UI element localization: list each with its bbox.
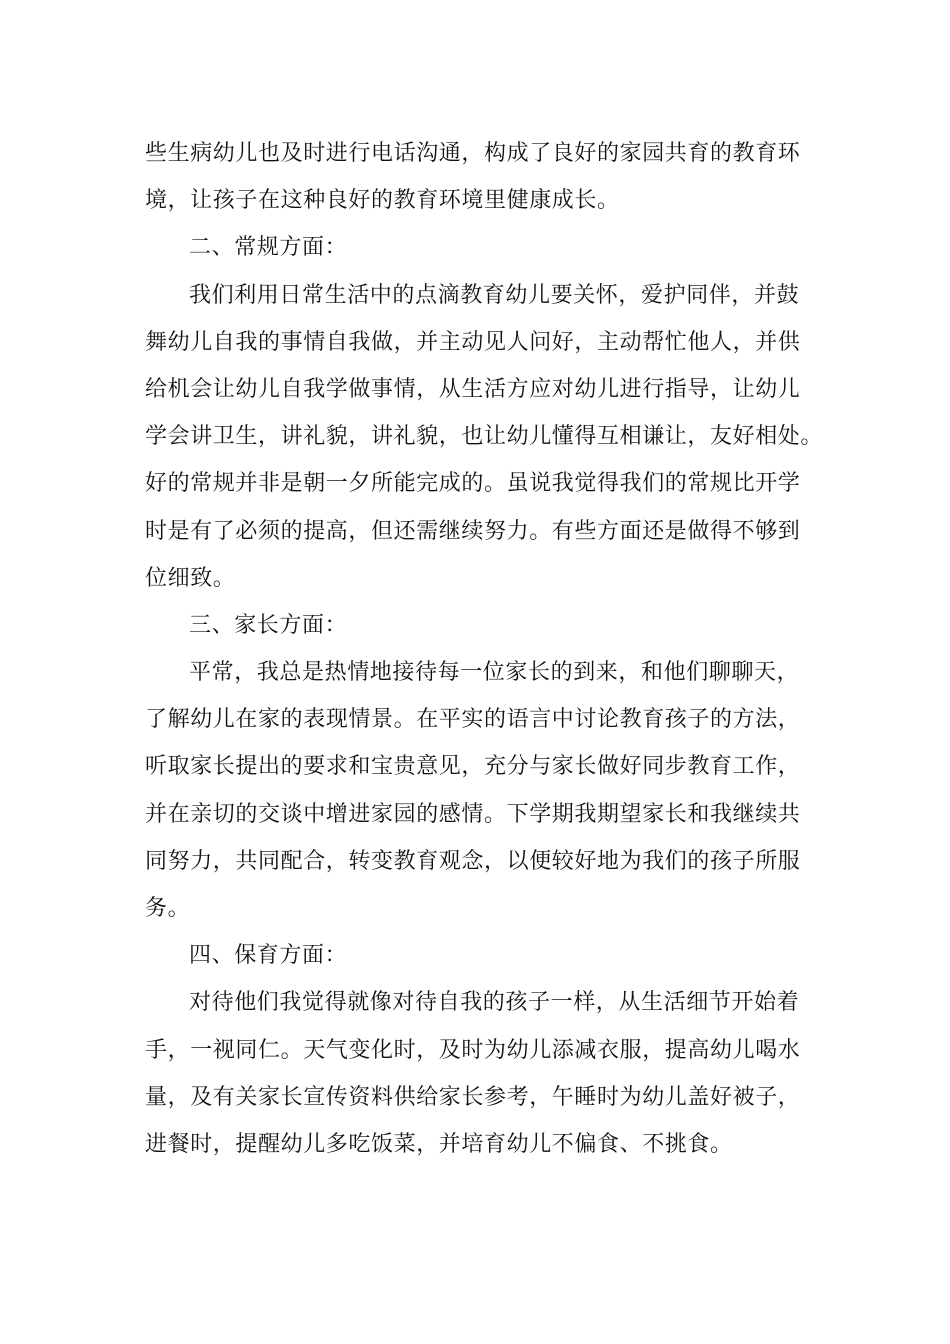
document-body bbox=[145, 130, 825, 1168]
text-line: 对待他们我觉得就像对待自我的孩子一样，从生活细节开始着 bbox=[189, 990, 800, 1016]
text-line: 好的常规并非是朝一夕所能完成的。虽说我觉得我们的常规比开学 bbox=[145, 471, 801, 497]
text-line: 量，及有关家长宣传资料供给家长参考，午睡时为幼儿盖好被子， bbox=[145, 1084, 801, 1110]
text-line: 手，一视同仁。天气变化时，及时为幼儿添减衣服，提高幼儿喝水 bbox=[145, 1037, 801, 1063]
text-line: 舞幼儿自我的事情自我做，并主动见人问好，主动帮忙他人，并供 bbox=[145, 329, 801, 355]
text-line: 进餐时，提醒幼儿多吃饭菜，并培育幼儿不偏食、不挑食。 bbox=[145, 1131, 733, 1157]
text-line: 给机会让幼儿自我学做事情，从生活方应对幼儿进行指导，让幼儿 bbox=[145, 376, 801, 402]
text-line: 些生病幼儿也及时进行电话沟通，构成了良好的家园共育的教育环 bbox=[145, 141, 801, 166]
text-line: 学会讲卫生，讲礼貌，讲礼貌，也让幼儿懂得互相谦让，友好相处。 bbox=[145, 424, 824, 450]
text-line: 平常，我总是热情地接待每一位家长的到来，和他们聊聊天， bbox=[189, 660, 800, 686]
text-line: 境，让孩子在这种良好的教育环境里健康成长。 bbox=[145, 188, 620, 214]
text-line: 我们利用日常生活中的点滴教育幼儿要关怀，爱护同伴，并鼓 bbox=[189, 282, 800, 308]
text-line: 务。 bbox=[145, 896, 191, 921]
text-line: 听取家长提出的要求和宝贵意见，充分与家长做好同步教育工作， bbox=[145, 754, 801, 780]
text-line: 位细致。 bbox=[145, 565, 236, 591]
section-heading-care: 四、保育方面： bbox=[189, 943, 348, 969]
section-heading-parents: 三、家长方面： bbox=[189, 612, 348, 638]
section-heading-routine: 二、常规方面： bbox=[189, 235, 348, 261]
text-line: 同努力，共同配合，转变教育观念，以便较好地为我们的孩子所服 bbox=[145, 848, 801, 874]
text-line: 时是有了必须的提高，但还需继续努力。有些方面还是做得不够到 bbox=[145, 518, 801, 544]
text-line: 并在亲切的交谈中增进家园的感情。下学期我期望家长和我继续共 bbox=[145, 801, 801, 827]
text-line: 了解幼儿在家的表现情景。在平实的语言中讨论教育孩子的方法， bbox=[145, 707, 801, 733]
